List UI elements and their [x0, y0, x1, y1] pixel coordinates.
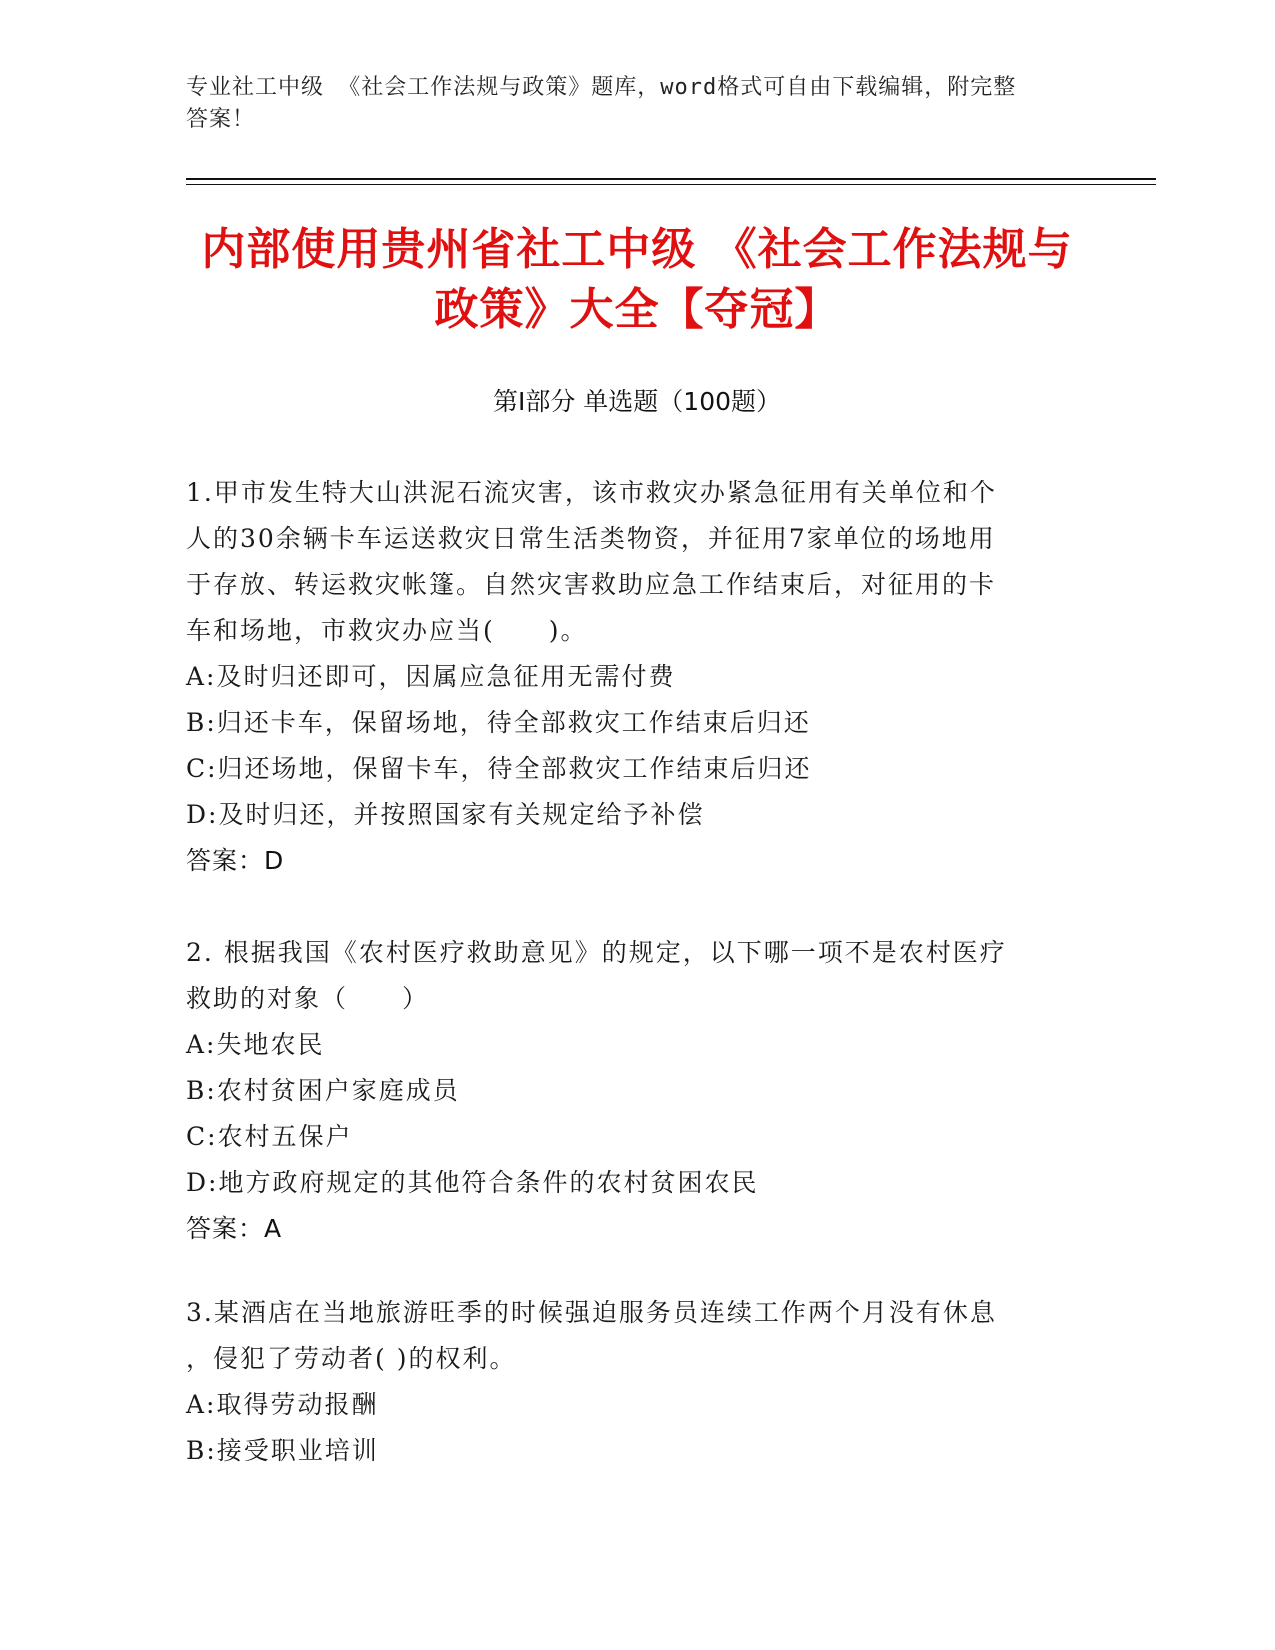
option-b: B:农村贫困户家庭成员: [186, 1076, 460, 1105]
question-stem-line: ，侵犯了劳动者( )的权利。: [186, 1344, 517, 1373]
answer-line: 答案：D: [186, 846, 285, 875]
option-d: D:及时归还，并按照国家有关规定给予补偿: [186, 800, 705, 829]
option-d: D:地方政府规定的其他符合条件的农村贫困农民: [186, 1168, 759, 1197]
page-title: [186, 220, 1088, 340]
title-line: 内部使用贵州省社工中级 《社会工作法规与: [201, 224, 1073, 275]
question-3: [186, 1290, 1066, 1474]
title-line: 政策》大全【夺冠】: [434, 284, 840, 335]
question-1: [186, 470, 1066, 884]
question-stem-line: 2. 根据我国《农村医疗救助意见》的规定，以下哪一项不是农村医疗: [186, 938, 1007, 967]
question-stem-line: 3.某酒店在当地旅游旺季的时候强迫服务员连续工作两个月没有休息: [186, 1298, 997, 1327]
answer-line: 答案：A: [186, 1214, 283, 1243]
option-a: A:失地农民: [186, 1030, 325, 1059]
option-a: A:及时归还即可，因属应急征用无需付费: [186, 662, 676, 691]
header-divider-thin: [186, 184, 1156, 185]
header-note-line: 专业社工中级 《社会工作法规与政策》题库，word格式可自由下载编辑，附完整: [186, 75, 1017, 100]
option-c: C:农村五保户: [186, 1122, 353, 1151]
section-heading: 第Ⅰ部分 单选题（100题）: [492, 387, 782, 416]
option-c: C:归还场地，保留卡车，待全部救灾工作结束后归还: [186, 754, 812, 783]
question-stem-line: 于存放、转运救灾帐篷。自然灾害救助应急工作结束后，对征用的卡: [186, 570, 997, 599]
question-2: [186, 930, 1066, 1252]
question-stem-line: 1.甲市发生特大山洪泥石流灾害，该市救灾办紧急征用有关单位和个: [186, 478, 997, 507]
header-divider-thick: [186, 178, 1156, 180]
question-stem-line: 人的30余辆卡车运送救灾日常生活类物资，并征用7家单位的场地用: [186, 524, 996, 553]
header-note-line: 答案！: [186, 107, 256, 132]
question-stem-line: 救助的对象（ ）: [186, 984, 430, 1013]
option-a: A:取得劳动报酬: [186, 1390, 379, 1419]
option-b: B:接受职业培训: [186, 1436, 379, 1465]
header-note: [186, 72, 1086, 136]
question-stem-line: 车和场地，市救灾办应当( )。: [186, 616, 588, 645]
option-b: B:归还卡车，保留场地，待全部救灾工作结束后归还: [186, 708, 811, 737]
